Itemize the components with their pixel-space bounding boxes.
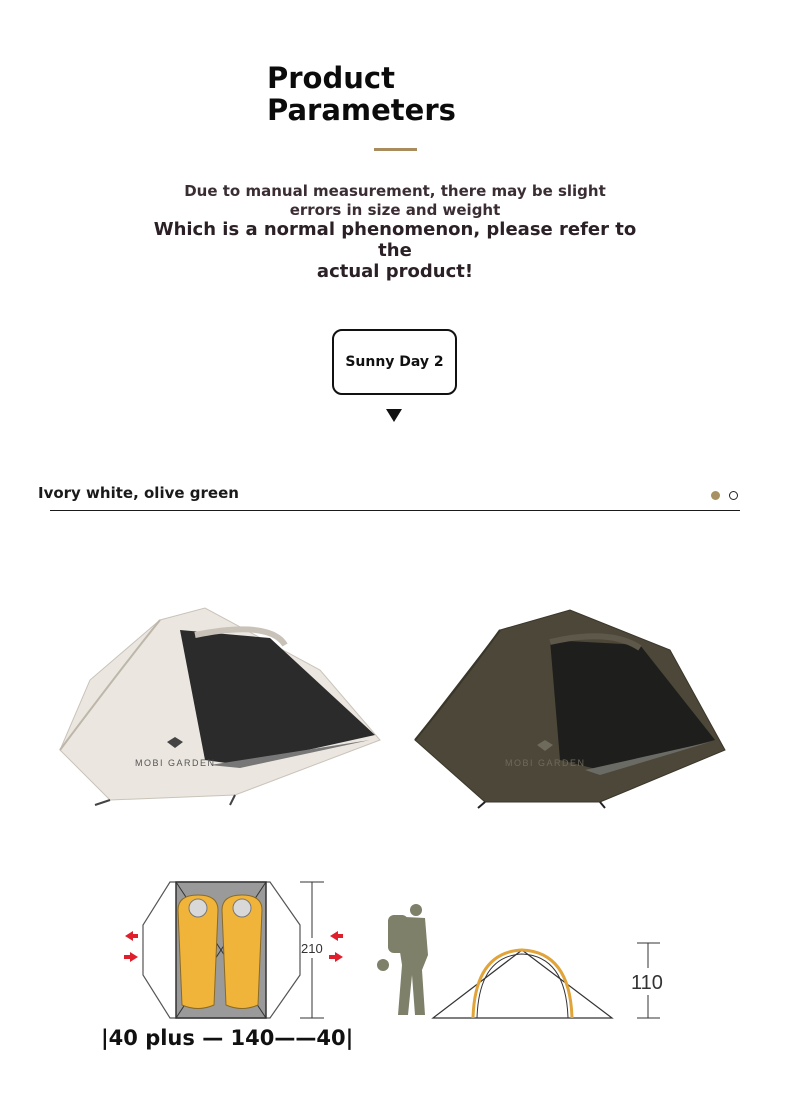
height-dimension-label: 110 bbox=[631, 972, 663, 994]
phenomenon-note bbox=[140, 219, 650, 282]
tent-product-images bbox=[0, 590, 790, 820]
width-dimension-text: |40 plus — 140——40| bbox=[101, 1026, 354, 1050]
down-triangle-icon bbox=[386, 409, 402, 422]
note-line-1: Due to manual measurement, there may be slight bbox=[184, 182, 606, 200]
title-line-1: Product bbox=[267, 61, 395, 95]
title-underline bbox=[374, 148, 417, 151]
floor-plan bbox=[124, 882, 343, 1018]
carousel-dot-active[interactable] bbox=[711, 491, 720, 500]
ivory-tent-image bbox=[60, 608, 380, 805]
note-line-2: errors in size and weight bbox=[289, 201, 501, 219]
entry-arrow-icon bbox=[124, 952, 138, 962]
ivory-tent-logo: MOBI GARDEN bbox=[135, 758, 216, 768]
page-title bbox=[267, 62, 456, 126]
dimension-diagram bbox=[0, 870, 790, 1030]
length-dimension-label: 210 bbox=[301, 941, 323, 956]
carousel-dot-inactive[interactable] bbox=[729, 491, 738, 500]
hiker-silhouette-icon bbox=[377, 904, 428, 1015]
sleeping-bag-left bbox=[178, 895, 218, 1009]
olive-tent-logo: MOBI GARDEN bbox=[505, 758, 586, 768]
model-label: Sunny Day 2 bbox=[345, 354, 444, 370]
note-line-4: actual product! bbox=[316, 261, 474, 282]
entry-arrow-icon bbox=[125, 931, 138, 941]
sleeping-bag-right bbox=[222, 895, 262, 1009]
color-option-label: Ivory white, olive green bbox=[38, 484, 239, 502]
measurement-note bbox=[150, 182, 640, 220]
entry-arrow-icon bbox=[329, 952, 343, 962]
olive-tent-image bbox=[415, 610, 725, 808]
title-line-2: Parameters bbox=[267, 93, 456, 127]
note-line-3: Which is a normal phenomenon, please refer to the bbox=[153, 219, 637, 261]
model-selector-button[interactable] bbox=[332, 329, 457, 395]
entry-arrow-icon bbox=[330, 931, 343, 941]
section-divider bbox=[50, 510, 740, 511]
tent-side-profile bbox=[433, 943, 663, 1018]
